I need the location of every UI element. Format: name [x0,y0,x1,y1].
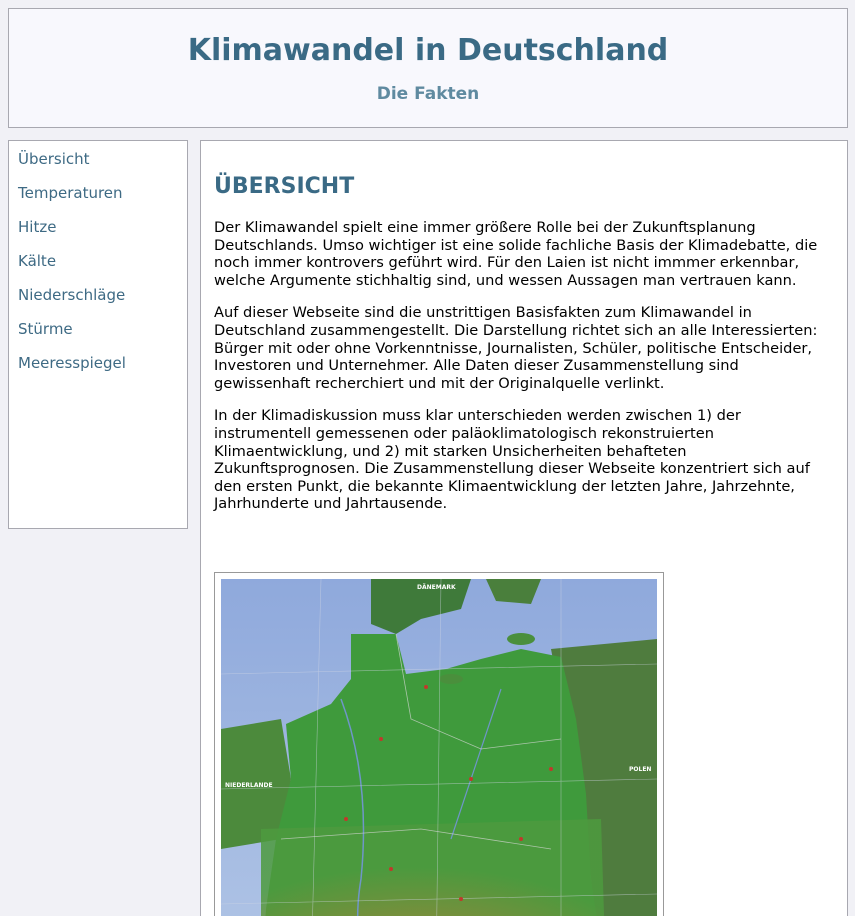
site-subtitle: Die Fakten [376,84,480,104]
nav-item-kaelte[interactable]: Kälte [18,252,57,270]
label-poland: POLEN [629,766,652,773]
site-header [8,8,848,128]
audience-paragraph: Auf dieser Webseite sind die unstrittigen Basisfakten zum Klimawandel in Deutschland zusammengestellt. Die Darstellung richtet sich an alle Interessierten: Bürger mit oder ohne Vorkenntnisse, Journalisten, Schüler, politische Entscheider, Investoren und Unternehmer. Alle Daten dieser Zusammenstellung sind gewissenhaft recherchiert und mit der Originalquelle verlinkt. [214,304,818,392]
germany-topographic-map [221,579,657,916]
label-netherlands: NIEDERLANDE [225,782,273,789]
page-heading: ÜBERSICHT [214,174,355,199]
nav-item-stuerme[interactable]: Stürme [18,320,73,338]
scope-paragraph: In der Klimadiskussion muss klar unterschieden werden zwischen 1) der instrumentell gemessenen oder paläoklimatologisch rekonstruierten Klimaentwicklung, und 2) mit starken Unsicherheiten behafteten Zukunftsprognosen. Die Zusammenstellung dieser Webseite konzentriert sich auf den ersten Punkt, die bekannte Klimaentwicklung der letzten Jahre, Jahrzehnte, Jahrhunderte und Jahrtausende. [214,407,810,513]
nav-item-hitze[interactable]: Hitze [18,218,57,236]
label-denmark: DÄNEMARK [417,584,456,591]
germany-map-figure [214,572,664,916]
nav-item-temperaturen[interactable]: Temperaturen [18,184,123,202]
site-title: Klimawandel in Deutschland [187,33,669,68]
nav-item-uebersicht[interactable]: Übersicht [18,150,90,168]
nav-item-niederschlaege[interactable]: Niederschläge [18,286,126,304]
nav-item-meeresspiegel[interactable]: Meeresspiegel [18,354,126,372]
intro-paragraph: Der Klimawandel spielt eine immer größere Rolle bei der Zukunftsplanung Deutschlands. Umso wichtiger ist eine solide fachliche Basis der Klimadebatte, die noch immer kontrovers geführt wird. Für den Laien ist nicht immmer erkennbar, welche Argumente stichhaltig sind, und wessen Aussagen man vertrauen kann. [214,219,818,289]
sidebar-nav [8,140,188,529]
main-content [200,140,848,916]
